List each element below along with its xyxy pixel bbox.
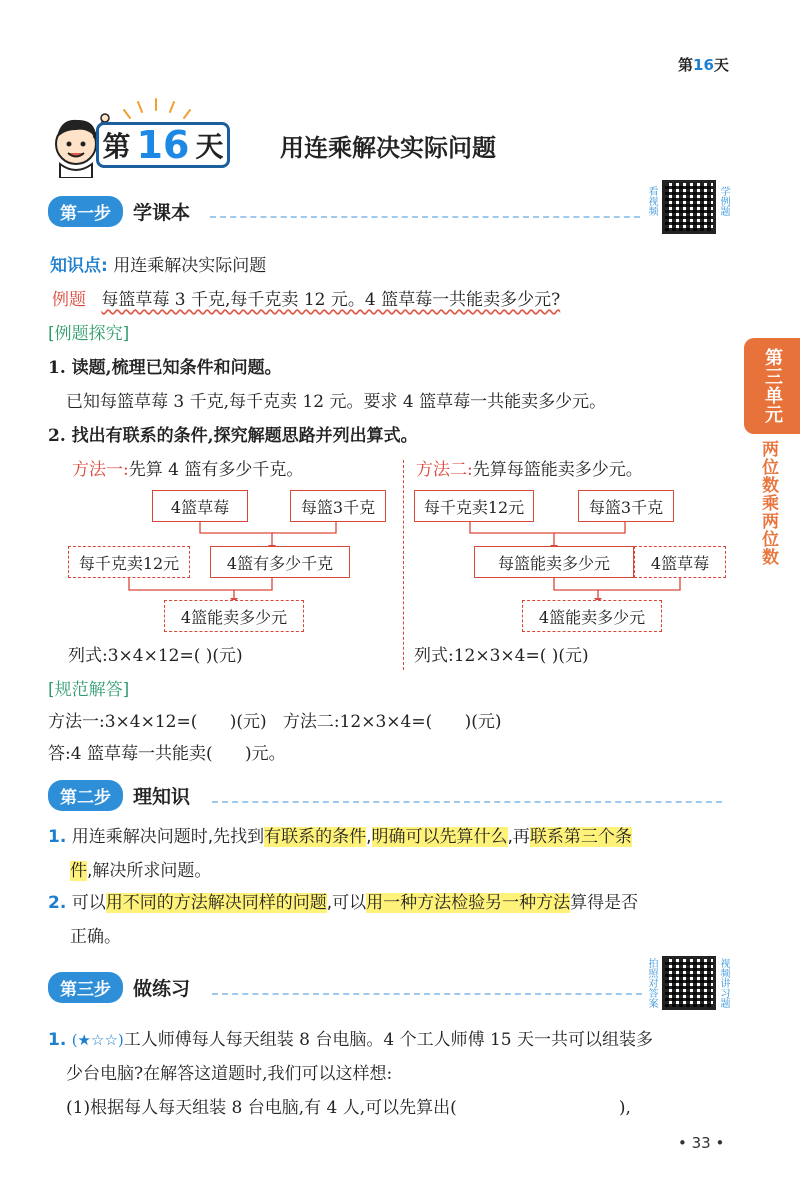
example-text: 每篮草莓 3 千克,每千克卖 12 元。4 篮草莓一共能卖多少元? <box>101 290 561 310</box>
answer-line2: 答:4 篮草莓一共能卖( )元。 <box>48 744 286 764</box>
m1-box-total-kg: 4篮有多少千克 <box>210 546 350 578</box>
qr2-left-label: 拍照对答案 <box>646 958 657 1008</box>
step1-pill: 第一步 <box>48 196 123 227</box>
m2-box-result: 4篮能卖多少元 <box>522 600 662 632</box>
step3-divider <box>212 993 642 995</box>
knowledge-point-2: 2. 可以用不同的方法解决同样的问题,可以用一种方法检验另一种方法算得是否 正确。 <box>48 893 639 947</box>
m2-box-price-per-kg: 每千克卖12元 <box>414 490 534 522</box>
m1-formula: 列式:3×4×12=( )(元) <box>68 646 243 666</box>
knowledge-point: 知识点: 用连乘解决实际问题 <box>50 256 267 276</box>
m2-formula: 列式:12×3×4=( )(元) <box>414 646 589 666</box>
method1-heading: 方法一:先算 4 篮有多少千克。 <box>72 460 304 480</box>
day-badge: 第 16 天 <box>96 122 230 168</box>
step2-header <box>48 780 190 811</box>
m1-box-price-per-kg: 每千克卖12元 <box>68 546 190 578</box>
method2-heading: 方法二:先算每篮能卖多少元。 <box>416 460 643 480</box>
explore-tag: [例题探究] <box>48 324 130 344</box>
explore-step1-detail: 已知每篮草莓 3 千克,每千克卖 12 元。要求 4 篮草莓一共能卖多少元。 <box>66 392 607 412</box>
answer-tag: [规范解答] <box>48 680 130 700</box>
explore-step1: 1. 读题,梳理已知条件和问题。 <box>48 358 282 378</box>
m1-box-result: 4篮能卖多少元 <box>164 600 304 632</box>
explore-step2: 2. 找出有联系的条件,探究解题思路并列出算式。 <box>48 426 418 446</box>
qr1-right-label: 学例题 <box>718 186 729 216</box>
step3-pill: 第三步 <box>48 972 123 1003</box>
exercise-1-part1: (1)根据每人每天组装 8 台电脑,有 4 人,可以先算出( ), <box>66 1098 631 1118</box>
answer-line1: 方法一:3×4×12=( )(元) 方法二:12×3×4=( )(元) <box>48 712 502 732</box>
m2-box-baskets: 4篮草莓 <box>634 546 726 578</box>
step2-title: 理知识 <box>133 786 191 808</box>
lesson-title: 用连乘解决实际问题 <box>280 134 496 162</box>
step3-title: 做练习 <box>133 978 191 1000</box>
step3-header <box>48 972 190 1003</box>
page-number: • 33 • <box>678 1134 725 1152</box>
example-tag: 例题 <box>52 290 86 310</box>
exercise-1-line2: 少台电脑?在解答这道题时,我们可以这样想: <box>66 1064 393 1084</box>
step1-title: 学课本 <box>133 202 191 224</box>
day-label: 第16天 <box>678 56 729 74</box>
knowledge-point-1: 1. 用连乘解决问题时,先找到有联系的条件,明确可以先算什么,再联系第三个条 件,解决所求问题。 <box>48 827 632 881</box>
difficulty-stars: (★☆☆) <box>71 1031 124 1049</box>
step2-pill: 第二步 <box>48 780 123 811</box>
qr-code-answers-icon[interactable] <box>662 956 716 1010</box>
qr1-left-label: 看视频 <box>646 186 657 216</box>
exercise-1: 1. (★☆☆)工人师傅每人每天组装 8 台电脑。4 个工人师傅 15 天一共可以组装多 <box>48 1030 654 1050</box>
unit-topic: 两位数乘两位数 <box>758 440 778 566</box>
m2-box-price-per-basket: 每篮能卖多少元 <box>474 546 634 578</box>
step2-divider <box>212 801 722 803</box>
qr2-right-label: 视频讲习题 <box>718 958 729 1008</box>
m2-box-kg-per-basket: 每篮3千克 <box>578 490 674 522</box>
m1-box-kg-per-basket: 每篮3千克 <box>290 490 386 522</box>
m1-box-baskets: 4篮草莓 <box>152 490 248 522</box>
unit-side-tab[interactable]: 第三单元 <box>744 338 800 434</box>
